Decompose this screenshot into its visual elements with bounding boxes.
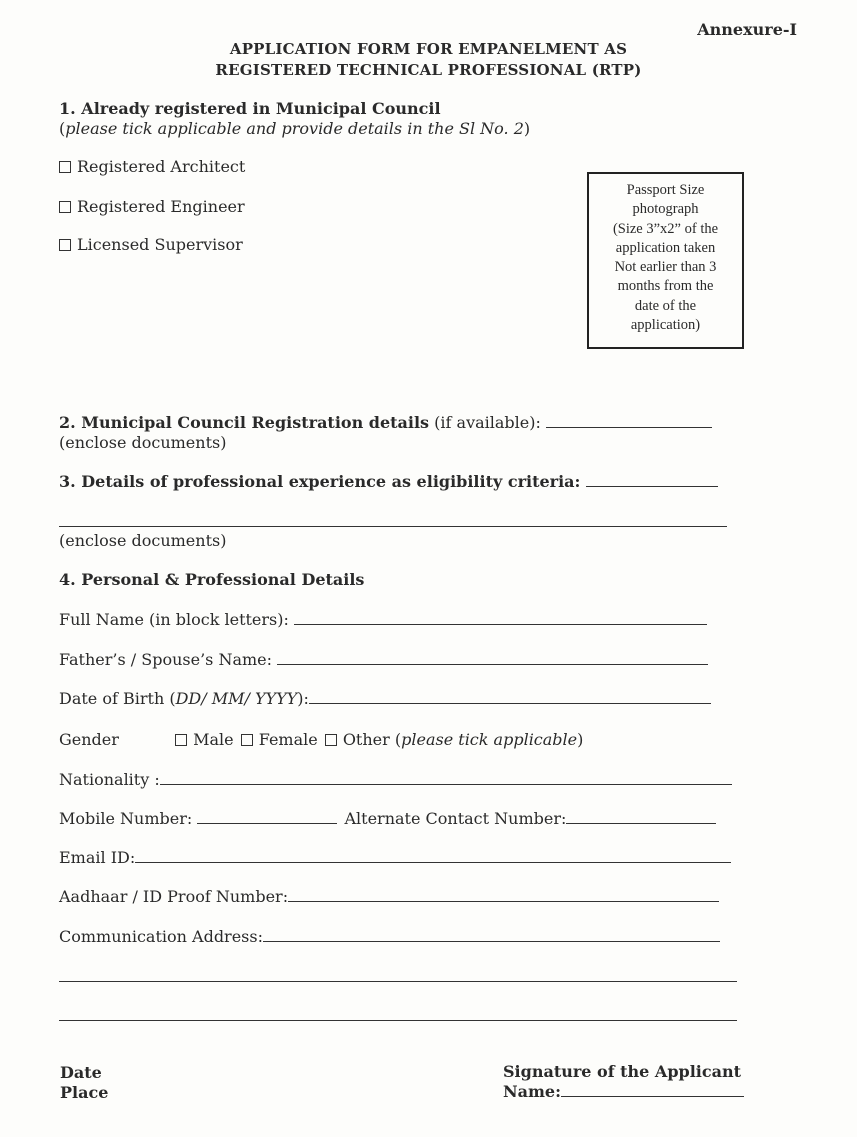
section1-heading: 1. Already registered in Municipal Council (59, 99, 441, 118)
checkbox-icon[interactable] (325, 734, 337, 746)
dob-row: Date of Birth (DD/ MM/ YYYY): (59, 689, 711, 708)
section1-note: (please tick applicable and provide details in the Sl No. 2) (59, 119, 531, 138)
checkbox-icon[interactable] (59, 239, 71, 251)
section3-note: (enclose documents) (59, 531, 227, 550)
address-row: Communication Address: (59, 927, 720, 946)
contact-row: Mobile Number: Alternate Contact Number: (59, 809, 716, 828)
aadhaar-field[interactable] (288, 889, 719, 902)
section3-row: 3. Details of professional experience as eligibility criteria: (59, 472, 718, 491)
mobile-number-field[interactable] (197, 811, 337, 824)
nationality-row: Nationality : (59, 770, 732, 789)
form-title-line1: APPLICATION FORM FOR EMPANELMENT AS (229, 40, 628, 58)
checkbox-icon[interactable] (59, 161, 71, 173)
gender-option-female[interactable]: Female (239, 730, 318, 749)
gender-option-male[interactable]: Male (175, 730, 234, 749)
option-licensed-supervisor[interactable]: Licensed Supervisor (59, 235, 243, 254)
gender-row: Gender Male Female Other (please tick applicable) (59, 730, 584, 749)
email-row: Email ID: (59, 848, 731, 867)
father-spouse-row: Father’s / Spouse’s Name: (59, 650, 708, 669)
full-name-field[interactable] (294, 612, 707, 625)
experience-field-line2[interactable] (59, 526, 727, 527)
checkbox-icon[interactable] (175, 734, 187, 746)
email-field[interactable] (135, 850, 731, 863)
dob-field[interactable] (309, 691, 711, 704)
checkbox-icon[interactable] (59, 201, 71, 213)
experience-field[interactable] (586, 474, 718, 487)
applicant-name-row: Name: (503, 1082, 744, 1101)
address-field[interactable] (263, 929, 720, 942)
nationality-field[interactable] (160, 772, 732, 785)
address-field-line3[interactable] (59, 1020, 737, 1021)
address-field-line2[interactable] (59, 981, 737, 982)
place-label: Place (60, 1083, 109, 1102)
checkbox-icon[interactable] (241, 734, 253, 746)
option-registered-architect[interactable]: Registered Architect (59, 157, 245, 176)
full-name-row: Full Name (in block letters): (59, 610, 707, 629)
father-spouse-name-field[interactable] (277, 652, 708, 665)
section4-heading: 4. Personal & Professional Details (59, 570, 365, 589)
gender-option-other[interactable]: Other (323, 730, 390, 749)
passport-photo-box: Passport Size photograph (Size 3”x2” of the application taken Not earlier than 3 months from the date of the application) (587, 172, 744, 349)
form-title-line2: REGISTERED TECHNICAL PROFESSIONAL (RTP) (215, 61, 642, 79)
applicant-name-field[interactable] (561, 1084, 744, 1097)
section2-row: 2. Municipal Council Registration details (if available): (59, 413, 712, 432)
signature-label: Signature of the Applicant (503, 1062, 741, 1081)
aadhaar-row: Aadhaar / ID Proof Number: (59, 887, 719, 906)
registration-details-field[interactable] (546, 415, 712, 428)
section2-note: (enclose documents) (59, 433, 227, 452)
date-label: Date (60, 1063, 102, 1082)
option-registered-engineer[interactable]: Registered Engineer (59, 197, 245, 216)
annexure-label: Annexure-I (697, 20, 797, 39)
alternate-contact-field[interactable] (566, 811, 716, 824)
